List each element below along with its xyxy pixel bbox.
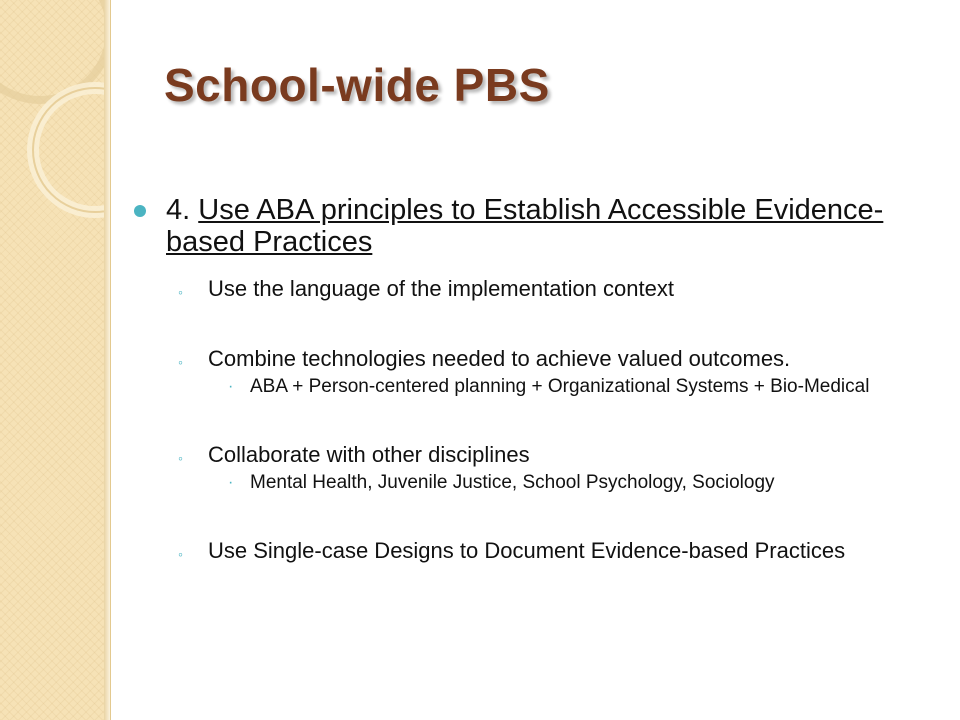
main-bullet-text: Use ABA principles to Establish Accessible Evidence-based Practices (166, 194, 884, 258)
detail-item-text: Mental Health, Juvenile Justice, School Psychology, Sociology (250, 472, 775, 493)
sub-item-text: Use Single-case Designs to Document Evidence-based Practices (208, 538, 846, 563)
ring-bullet-icon: ◦ (178, 450, 183, 466)
main-bullet (132, 194, 947, 258)
sub-item (132, 276, 947, 302)
slide-content (132, 194, 947, 564)
detail-item (132, 376, 947, 398)
sub-item (132, 346, 947, 372)
main-bullet-number: 4. (166, 194, 199, 226)
ring-bullet-icon: ◦ (178, 284, 183, 300)
sub-item (132, 538, 947, 564)
ring-bullet-icon: ◦ (178, 546, 183, 562)
circle-bullet-icon (134, 205, 146, 217)
detail-item (132, 472, 947, 494)
sub-item-text: Use the language of the implementation context (208, 276, 674, 301)
dot-bullet-icon: · (228, 378, 234, 395)
sidebar-edge-line (110, 0, 111, 720)
ring-bullet-icon: ◦ (178, 354, 183, 370)
decorative-sidebar (0, 0, 104, 720)
sub-item (132, 442, 947, 468)
decorative-circles (0, 0, 104, 720)
slide-title: School-wide PBS (164, 59, 550, 111)
dot-bullet-icon: · (228, 474, 234, 491)
detail-item-text: ABA + Person-centered planning + Organizational Systems + Bio-Medical (250, 376, 870, 397)
sub-item-text: Combine technologies needed to achieve valued outcomes. (208, 346, 791, 371)
sub-item-text: Collaborate with other disciplines (208, 442, 530, 467)
